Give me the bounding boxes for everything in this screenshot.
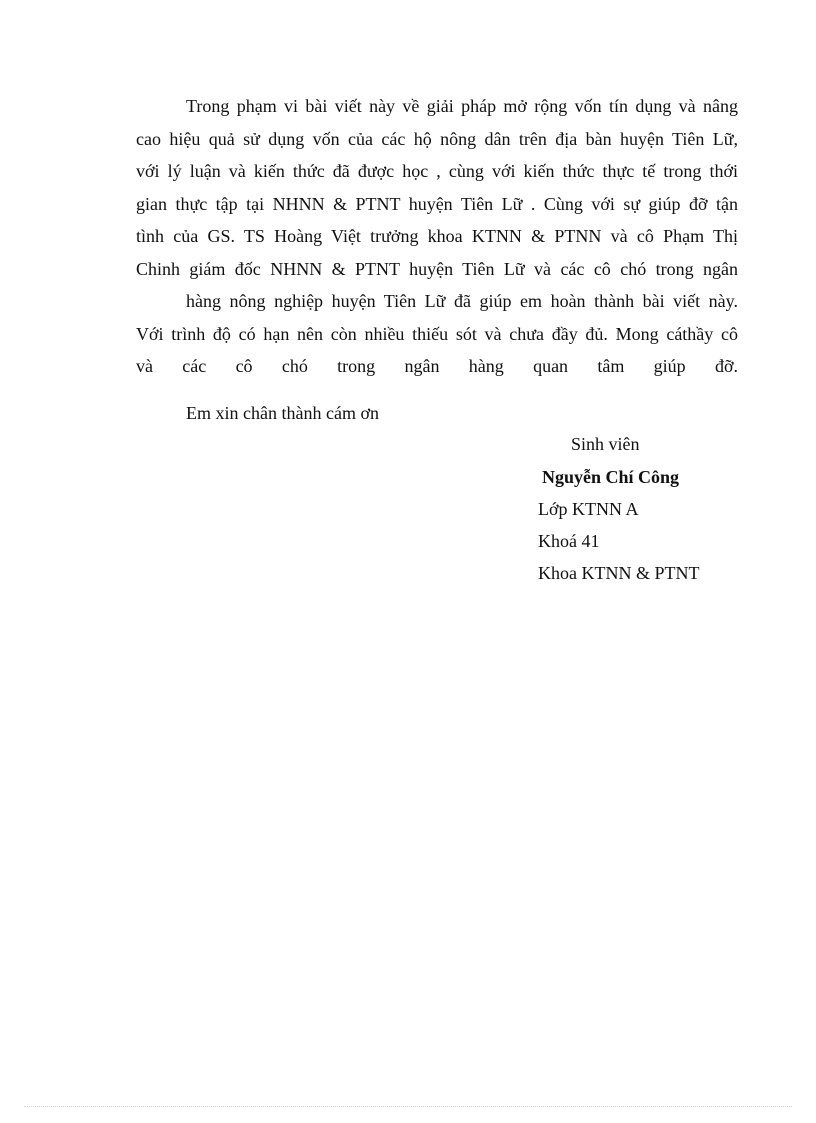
paragraph-line: cao hiệu quả sử dụng vốn của các hộ nông dân trên địa bàn huyện Tiên Lữ, bbox=[136, 128, 738, 149]
paragraph-line: Với trình độ có hạn nên còn nhiều thiếu sót và chưa đầy đủ. Mong cáthầy cô bbox=[136, 323, 738, 344]
paragraph-line: gian thực tập tại NHNN & PTNT huyện Tiên Lữ . Cùng với sự giúp đỡ tận bbox=[136, 193, 738, 214]
page-bottom-divider bbox=[24, 1106, 792, 1107]
signature-course: Khoá 41 bbox=[538, 531, 600, 551]
acknowledgement-paragraph bbox=[136, 90, 738, 383]
signature-faculty: Khoa KTNN & PTNT bbox=[538, 563, 700, 583]
paragraph-line: với lý luận và kiến thức đã được học , cùng với kiến thức thực tế trong thới bbox=[136, 161, 738, 181]
paragraph-line: Trong phạm vi bài viết này về giải pháp mở rộng vốn tín dụng và nâng bbox=[186, 96, 738, 116]
paragraph-line: Chinh giám đốc NHNN & PTNT huyện Tiên Lữ và các cô chó trong ngân bbox=[136, 258, 738, 279]
signature-title: Sinh viên bbox=[571, 434, 640, 454]
signature-name: Nguyễn Chí Công bbox=[542, 467, 680, 487]
paragraph-line: tình của GS. TS Hoàng Việt trưởng khoa KTNN & PTNN và cô Phạm Thị bbox=[136, 226, 738, 246]
closing-line: Em xin chân thành cám ơn bbox=[186, 403, 379, 423]
paragraph-line: hàng nông nghiệp huyện Tiên Lữ đã giúp em hoàn thành bài viết này. bbox=[186, 291, 738, 311]
paragraph-line: và các cô chó trong ngân hàng quan tâm giúp đỡ. bbox=[136, 356, 738, 376]
signature-class: Lớp KTNN A bbox=[538, 499, 639, 519]
